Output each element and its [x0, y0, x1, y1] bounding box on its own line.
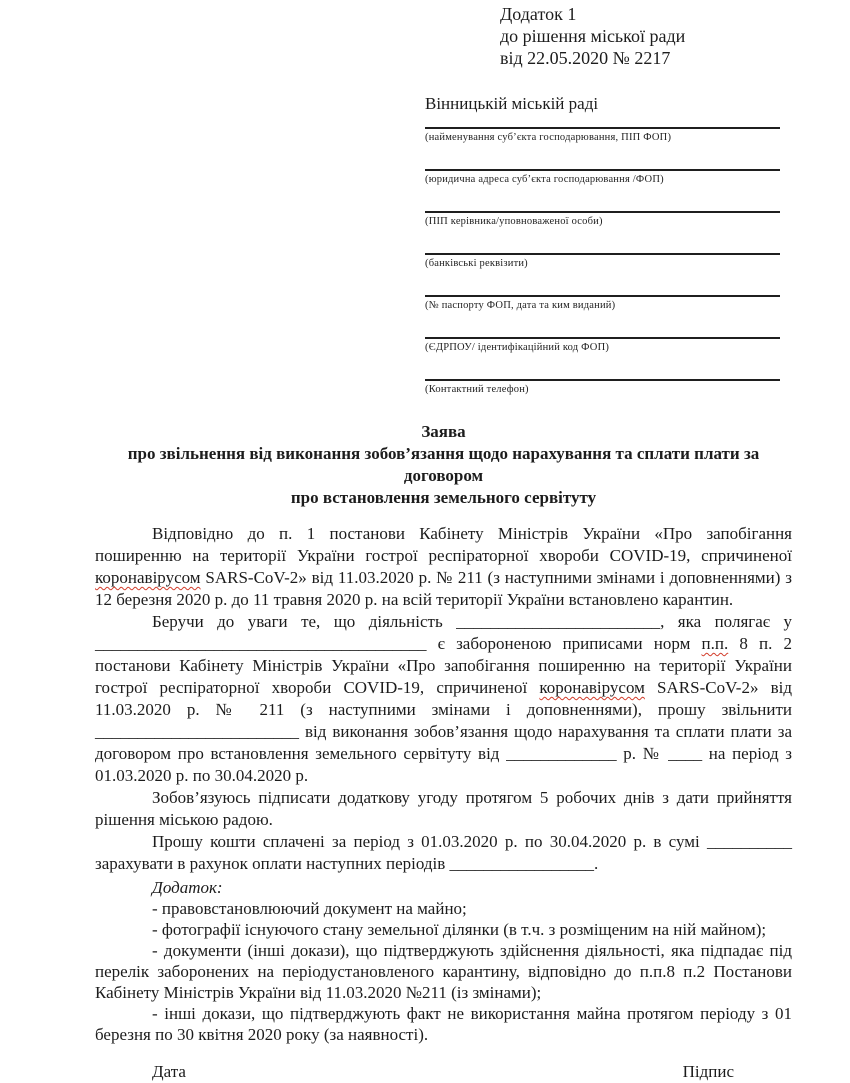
attachment-section: [95, 877, 792, 1045]
form-field-name: [425, 127, 780, 144]
application-title: [95, 421, 792, 509]
attachment-list: [95, 898, 792, 1045]
addressee: Вінницькій міській раді: [425, 94, 599, 113]
form-field-director: [425, 211, 780, 228]
attachment-item: - документи (інші докази), що підтверджують здійснення діяльності, яка підпадає під перелік заборонених на періодустановленого карантину, відповідно до п.п.8 п.2 Постанови Кабінету Міністрів України від 11.03.2020 №211 (із змінами);: [95, 941, 792, 1002]
form-field-address: [425, 169, 780, 186]
paragraph: Зобов’язуюсь підписати додаткову угоду протягом 5 робочих днів з дати прийняття рішення міською радою.: [95, 788, 792, 829]
date-label: Дата: [152, 1062, 186, 1081]
title-heading: Заява: [421, 422, 466, 441]
misspelled-word: п.п.: [701, 634, 729, 653]
footer: [95, 1061, 792, 1083]
misspelled-word: коронавірусом: [539, 678, 645, 697]
field-caption: (найменування суб’єкта господарювання, ПІП ФОП): [425, 132, 672, 143]
misspelled-word: коронавірусом: [95, 568, 201, 587]
body-paragraphs: [95, 523, 792, 875]
form-field-edrpou: [425, 337, 780, 354]
paragraph: Беручи до уваги те, що діяльність ________________________, яка полягає у _______________________________________ є забороненою приписами норм п.п. 8 п. 2 постанови Кабінету Міністрів України «Про запобігання поширенню на території України гострої респіраторної хвороби COVID-19, спричиненої коронавірусом SARS-CoV-2» від 11.03.2020 р. № 211 (з наступними змінами і доповненнями), прошу звільнити ________________________ від виконання зобов’язання щодо нарахування та сплати плати за договором про встановлення земельного сервітуту від _____________ р. № ____ на період з 01.03.2020 р. по 30.04.2020 р.: [95, 612, 792, 785]
attachment-label: Додаток:: [152, 878, 223, 897]
appendix-line-1: Додаток 1: [500, 4, 577, 24]
appendix-line-3: від 22.05.2020 № 2217: [500, 48, 671, 68]
signature-label: Підпис: [682, 1062, 734, 1081]
attachment-item: - фотографії існуючого стану земельної ділянки (в т.ч. з розміщеним на ній майном);: [152, 920, 767, 939]
attachment-item: - інші докази, що підтверджують факт не використання майна протягом періоду з 01 березня по 30 квітня 2020 року (за наявності).: [95, 1004, 792, 1044]
field-caption: (юридична адреса суб’єкта господарювання /ФОП): [425, 174, 664, 185]
appendix-line-2: до рішення міської ради: [500, 26, 686, 46]
paragraph: Відповідно до п. 1 постанови Кабінету Міністрів України «Про запобігання поширенню на території України гострої респіраторної хвороби COVID-19, спричиненої коронавірусом SARS-CoV-2» від 11.03.2020 р. № 211 (з наступними змінами і доповненнями) з 12 березня 2020 р. до 11 травня 2020 р. на всій території України встановлено карантин.: [95, 524, 792, 609]
title-subtitle-line-2: про встановлення земельного сервітуту: [290, 488, 597, 507]
appendix-block: [500, 3, 792, 69]
field-caption: (ЄДРПОУ/ ідентифікаційний код ФОП): [425, 342, 610, 353]
form-field-bank-details: [425, 253, 780, 270]
form-field-phone: [425, 379, 780, 396]
paragraph: Прошу кошти сплачені за період з 01.03.2020 р. по 30.04.2020 р. в сумі __________ зарахувати в рахунок оплати наступних періодів _________________.: [95, 832, 792, 873]
field-caption: (Контактний телефон): [425, 384, 529, 395]
field-caption: (№ паспорту ФОП, дата та ким виданий): [425, 300, 616, 311]
form-field-passport: [425, 295, 780, 312]
title-subtitle-line-1: про звільнення від виконання зобов’язання щодо нарахування та сплати плати за договором: [127, 444, 760, 485]
field-caption: (ПІП керівника/уповноваженої особи): [425, 216, 603, 227]
field-caption: (банківські реквізити): [425, 258, 528, 269]
form-fields: [425, 127, 780, 396]
attachment-item: - правовстановлюючий документ на майно;: [152, 899, 467, 918]
